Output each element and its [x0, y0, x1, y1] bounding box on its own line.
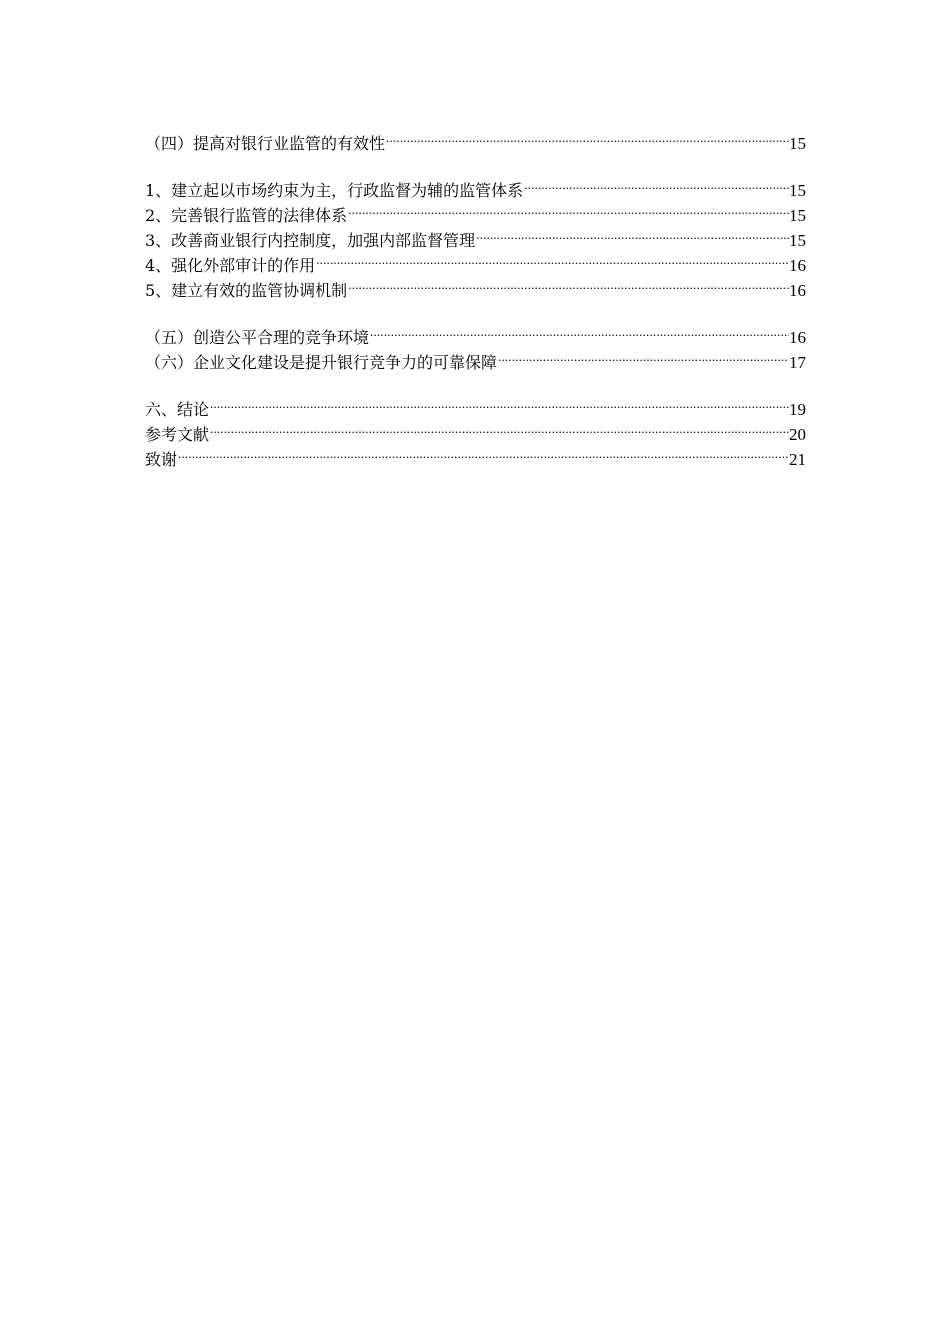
toc-group-sections-5-6 — [145, 318, 806, 372]
toc-entry[interactable] — [145, 318, 806, 347]
toc-page-number: 16 — [789, 328, 806, 347]
toc-dot-leader — [497, 343, 789, 368]
toc-entry-title: 2、完善银行监管的法律体系 — [145, 206, 348, 225]
toc-page-number: 15 — [789, 206, 806, 225]
toc-group-back-matter — [145, 390, 806, 469]
toc-entry[interactable] — [145, 124, 806, 153]
toc-entry[interactable] — [145, 171, 806, 200]
toc-dot-leader — [209, 415, 789, 440]
toc-entry[interactable] — [145, 415, 806, 444]
toc-dot-leader — [347, 196, 789, 221]
toc-dot-leader — [523, 171, 789, 196]
toc-entry-title: （四）提高对银行业监管的有效性 — [145, 134, 386, 153]
toc-entry[interactable] — [145, 440, 806, 469]
toc-entry-title: （五）创造公平合理的竞争环境 — [145, 328, 370, 347]
toc-page-number: 19 — [789, 400, 806, 419]
toc-entry-title: 致谢 — [145, 450, 178, 469]
toc-page-number: 15 — [789, 134, 806, 153]
toc-dot-leader — [315, 246, 789, 271]
toc-dot-leader — [385, 124, 789, 149]
toc-entry-title: 参考文献 — [145, 425, 210, 444]
toc-page-number: 15 — [789, 181, 806, 200]
toc-page-number: 20 — [789, 425, 806, 444]
toc-group-subsections — [145, 171, 806, 300]
toc-entry-title: 1、建立起以市场约束为主，行政监督为辅的监管体系 — [145, 181, 524, 200]
toc-page-number: 16 — [789, 281, 806, 300]
toc-dot-leader — [209, 390, 789, 415]
toc-entry-title: 六、结论 — [145, 400, 210, 419]
toc-entry-title: （六）企业文化建设是提升银行竞争力的可靠保障 — [145, 353, 498, 372]
toc-dot-leader — [177, 440, 789, 465]
toc-page-number: 15 — [789, 231, 806, 250]
toc-page-number: 17 — [789, 353, 806, 372]
toc-dot-leader — [369, 318, 789, 343]
toc-group-section-4 — [145, 124, 806, 153]
toc-entry-title: 5、建立有效的监管协调机制 — [145, 281, 348, 300]
table-of-contents — [145, 124, 806, 469]
toc-page-number: 21 — [789, 450, 806, 469]
toc-entry[interactable] — [145, 390, 806, 419]
toc-entry-title: 3、改善商业银行内控制度，加强内部监督管理 — [145, 231, 476, 250]
toc-page-number: 16 — [789, 256, 806, 275]
toc-dot-leader — [347, 271, 789, 296]
toc-entry-title: 4、强化外部审计的作用 — [145, 256, 316, 275]
toc-dot-leader — [475, 221, 789, 246]
